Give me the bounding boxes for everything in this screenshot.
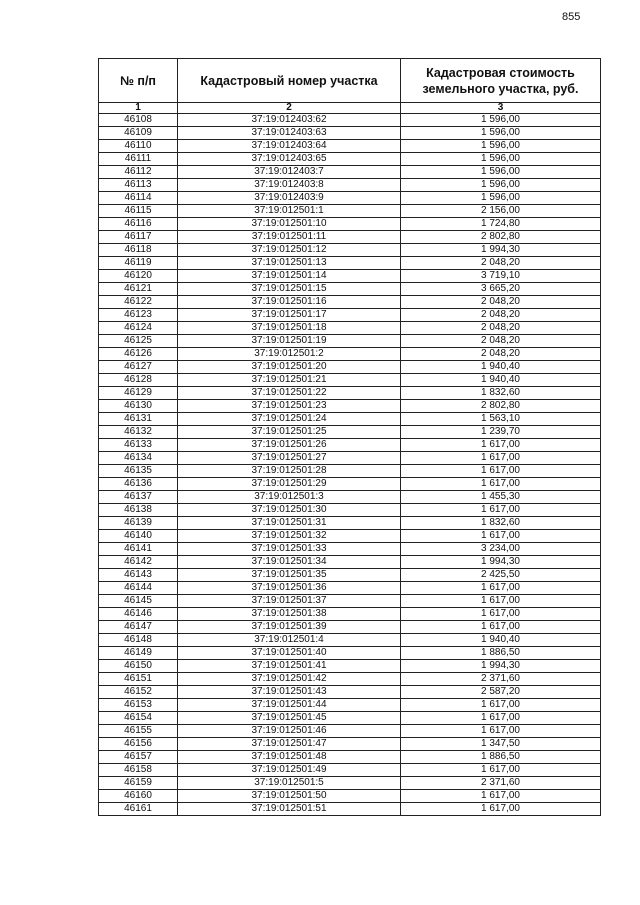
cadastral-number-cell: 37:19:012501:26 [178, 439, 401, 452]
cadastral-number-cell: 37:19:012501:33 [178, 543, 401, 556]
row-number-cell: 46152 [99, 686, 178, 699]
row-number-cell: 46111 [99, 153, 178, 166]
row-number-cell: 46151 [99, 673, 178, 686]
cadastral-number-cell: 37:19:012501:10 [178, 218, 401, 231]
cadastral-number-cell: 37:19:012501:22 [178, 387, 401, 400]
row-number-cell: 46136 [99, 478, 178, 491]
cadastral-value-cell: 2 371,60 [401, 777, 601, 790]
row-number-cell: 46127 [99, 361, 178, 374]
header-cadastral-value: Кадастровая стоимость земельного участка, руб. [401, 59, 601, 103]
cadastral-number-cell: 37:19:012501:49 [178, 764, 401, 777]
cadastral-value-cell: 1 940,40 [401, 374, 601, 387]
cadastral-number-cell: 37:19:012501:46 [178, 725, 401, 738]
cadastral-value-cell: 1 617,00 [401, 621, 601, 634]
column-index-1: 1 [99, 103, 178, 114]
row-number-cell: 46154 [99, 712, 178, 725]
table-row [99, 647, 601, 660]
table-row [99, 686, 601, 699]
row-number-cell: 46133 [99, 439, 178, 452]
cadastral-value-cell: 2 425,50 [401, 569, 601, 582]
cadastral-value-cell: 2 048,20 [401, 322, 601, 335]
row-number-cell: 46134 [99, 452, 178, 465]
cadastral-value-cell: 2 156,00 [401, 205, 601, 218]
cadastral-value-cell: 2 587,20 [401, 686, 601, 699]
table-row [99, 153, 601, 166]
row-number-cell: 46141 [99, 543, 178, 556]
table-row [99, 777, 601, 790]
cadastral-number-cell: 37:19:012501:50 [178, 790, 401, 803]
cadastral-number-cell: 37:19:012403:63 [178, 127, 401, 140]
column-index-3: 3 [401, 103, 601, 114]
column-index-row-group [99, 103, 601, 114]
cadastral-value-cell: 1 886,50 [401, 751, 601, 764]
table-row [99, 465, 601, 478]
column-index-2: 2 [178, 103, 401, 114]
cadastral-value-cell: 1 563,10 [401, 413, 601, 426]
row-number-cell: 46138 [99, 504, 178, 517]
row-number-cell: 46139 [99, 517, 178, 530]
row-number-cell: 46131 [99, 413, 178, 426]
table-row [99, 699, 601, 712]
cadastral-number-cell: 37:19:012403:65 [178, 153, 401, 166]
row-number-cell: 46118 [99, 244, 178, 257]
cadastral-value-cell: 1 596,00 [401, 192, 601, 205]
row-number-cell: 46153 [99, 699, 178, 712]
table-row [99, 530, 601, 543]
row-number-cell: 46156 [99, 738, 178, 751]
table-row [99, 400, 601, 413]
row-number-cell: 46145 [99, 595, 178, 608]
cadastral-value-cell: 2 048,20 [401, 348, 601, 361]
row-number-cell: 46130 [99, 400, 178, 413]
row-number-cell: 46124 [99, 322, 178, 335]
table-row [99, 283, 601, 296]
cadastral-number-cell: 37:19:012403:9 [178, 192, 401, 205]
row-number-cell: 46116 [99, 218, 178, 231]
cadastral-number-cell: 37:19:012501:42 [178, 673, 401, 686]
cadastral-value-cell: 1 596,00 [401, 140, 601, 153]
cadastral-value-cell: 1 617,00 [401, 582, 601, 595]
row-number-cell: 46121 [99, 283, 178, 296]
cadastral-number-cell: 37:19:012501:19 [178, 335, 401, 348]
row-number-cell: 46137 [99, 491, 178, 504]
cadastral-value-cell: 1 455,30 [401, 491, 601, 504]
table-row [99, 504, 601, 517]
cadastral-value-cell: 1 617,00 [401, 530, 601, 543]
cadastral-number-cell: 37:19:012501:34 [178, 556, 401, 569]
cadastral-number-cell: 37:19:012501:45 [178, 712, 401, 725]
cadastral-number-cell: 37:19:012501:48 [178, 751, 401, 764]
table-row [99, 569, 601, 582]
table-row [99, 322, 601, 335]
cadastral-number-cell: 37:19:012501:27 [178, 452, 401, 465]
cadastral-number-cell: 37:19:012403:64 [178, 140, 401, 153]
cadastral-value-cell: 2 048,20 [401, 257, 601, 270]
cadastral-value-cell: 3 665,20 [401, 283, 601, 296]
cadastral-number-cell: 37:19:012501:11 [178, 231, 401, 244]
header-row-number: № п/п [99, 59, 178, 103]
cadastral-number-cell: 37:19:012501:1 [178, 205, 401, 218]
table-row [99, 790, 601, 803]
cadastral-value-cell: 1 994,30 [401, 244, 601, 257]
table-row [99, 218, 601, 231]
page-number: 855 [562, 11, 581, 23]
table-row [99, 361, 601, 374]
table-row [99, 595, 601, 608]
cadastral-value-cell: 1 617,00 [401, 595, 601, 608]
cadastral-number-cell: 37:19:012501:2 [178, 348, 401, 361]
row-number-cell: 46157 [99, 751, 178, 764]
row-number-cell: 46148 [99, 634, 178, 647]
table-row [99, 426, 601, 439]
cadastral-number-cell: 37:19:012501:17 [178, 309, 401, 322]
table-row [99, 140, 601, 153]
cadastral-number-cell: 37:19:012501:12 [178, 244, 401, 257]
cadastral-value-cell: 2 048,20 [401, 335, 601, 348]
table-body [99, 114, 601, 816]
table-row [99, 439, 601, 452]
cadastral-value-cell: 1 617,00 [401, 439, 601, 452]
row-number-cell: 46142 [99, 556, 178, 569]
cadastral-number-cell: 37:19:012501:39 [178, 621, 401, 634]
cadastral-number-cell: 37:19:012501:35 [178, 569, 401, 582]
row-number-cell: 46123 [99, 309, 178, 322]
cadastral-number-cell: 37:19:012501:16 [178, 296, 401, 309]
cadastral-number-cell: 37:19:012403:8 [178, 179, 401, 192]
cadastral-value-cell: 1 617,00 [401, 465, 601, 478]
cadastral-value-cell: 1 596,00 [401, 127, 601, 140]
cadastral-value-cell: 1 617,00 [401, 478, 601, 491]
cadastral-number-cell: 37:19:012403:62 [178, 114, 401, 127]
cadastral-value-cell: 1 832,60 [401, 517, 601, 530]
table-row [99, 205, 601, 218]
row-number-cell: 46120 [99, 270, 178, 283]
cadastral-number-cell: 37:19:012501:24 [178, 413, 401, 426]
cadastral-value-cell: 1 596,00 [401, 153, 601, 166]
cadastral-number-cell: 37:19:012501:30 [178, 504, 401, 517]
table-row [99, 764, 601, 777]
cadastral-value-cell: 1 347,50 [401, 738, 601, 751]
table-row [99, 673, 601, 686]
cadastral-number-cell: 37:19:012501:15 [178, 283, 401, 296]
row-number-cell: 46126 [99, 348, 178, 361]
cadastral-value-cell: 1 596,00 [401, 114, 601, 127]
cadastral-number-cell: 37:19:012501:4 [178, 634, 401, 647]
cadastral-value-cell: 1 617,00 [401, 504, 601, 517]
table-row [99, 114, 601, 127]
cadastral-value-cell: 1 994,30 [401, 660, 601, 673]
cadastral-value-cell: 1 596,00 [401, 166, 601, 179]
cadastral-number-cell: 37:19:012501:38 [178, 608, 401, 621]
row-number-cell: 46160 [99, 790, 178, 803]
table-row [99, 660, 601, 673]
row-number-cell: 46140 [99, 530, 178, 543]
cadastral-number-cell: 37:19:012501:5 [178, 777, 401, 790]
cadastral-value-cell: 2 802,80 [401, 400, 601, 413]
cadastral-number-cell: 37:19:012501:20 [178, 361, 401, 374]
cadastral-value-cell: 2 048,20 [401, 309, 601, 322]
table-row [99, 751, 601, 764]
cadastral-number-cell: 37:19:012501:23 [178, 400, 401, 413]
table-row [99, 387, 601, 400]
table-row [99, 335, 601, 348]
cadastral-number-cell: 37:19:012501:41 [178, 660, 401, 673]
table-row [99, 491, 601, 504]
cadastral-value-cell: 1 617,00 [401, 790, 601, 803]
row-number-cell: 46135 [99, 465, 178, 478]
row-number-cell: 46129 [99, 387, 178, 400]
row-number-cell: 46122 [99, 296, 178, 309]
cadastral-number-cell: 37:19:012501:18 [178, 322, 401, 335]
table-row [99, 478, 601, 491]
cadastral-value-cell: 3 234,00 [401, 543, 601, 556]
cadastral-value-cell: 1 940,40 [401, 361, 601, 374]
row-number-cell: 46143 [99, 569, 178, 582]
cadastral-value-cell: 1 940,40 [401, 634, 601, 647]
cadastral-value-cell: 1 617,00 [401, 764, 601, 777]
row-number-cell: 46128 [99, 374, 178, 387]
row-number-cell: 46147 [99, 621, 178, 634]
row-number-cell: 46108 [99, 114, 178, 127]
table-row [99, 127, 601, 140]
cadastral-number-cell: 37:19:012403:7 [178, 166, 401, 179]
cadastral-value-cell: 1 617,00 [401, 699, 601, 712]
table-row [99, 179, 601, 192]
cadastral-number-cell: 37:19:012501:21 [178, 374, 401, 387]
table-row [99, 309, 601, 322]
cadastral-number-cell: 37:19:012501:37 [178, 595, 401, 608]
row-number-cell: 46150 [99, 660, 178, 673]
table-row [99, 374, 601, 387]
table-row [99, 634, 601, 647]
table-row [99, 517, 601, 530]
cadastral-number-cell: 37:19:012501:14 [178, 270, 401, 283]
row-number-cell: 46161 [99, 803, 178, 816]
row-number-cell: 46119 [99, 257, 178, 270]
cadastral-number-cell: 37:19:012501:3 [178, 491, 401, 504]
cadastral-number-cell: 37:19:012501:40 [178, 647, 401, 660]
cadastral-number-cell: 37:19:012501:51 [178, 803, 401, 816]
table-row [99, 192, 601, 205]
table-row [99, 725, 601, 738]
cadastral-value-cell: 1 724,80 [401, 218, 601, 231]
cadastral-number-cell: 37:19:012501:25 [178, 426, 401, 439]
table-row [99, 712, 601, 725]
table-row [99, 231, 601, 244]
row-number-cell: 46149 [99, 647, 178, 660]
cadastral-value-cell: 3 719,10 [401, 270, 601, 283]
row-number-cell: 46125 [99, 335, 178, 348]
cadastral-number-cell: 37:19:012501:28 [178, 465, 401, 478]
table-row [99, 296, 601, 309]
row-number-cell: 46158 [99, 764, 178, 777]
cadastral-value-cell: 2 048,20 [401, 296, 601, 309]
table-row [99, 244, 601, 257]
table-row [99, 543, 601, 556]
cadastral-number-cell: 37:19:012501:47 [178, 738, 401, 751]
row-number-cell: 46110 [99, 140, 178, 153]
row-number-cell: 46146 [99, 608, 178, 621]
table-row [99, 738, 601, 751]
cadastral-value-cell: 1 617,00 [401, 803, 601, 816]
table-row [99, 803, 601, 816]
row-number-cell: 46115 [99, 205, 178, 218]
table-row [99, 270, 601, 283]
row-number-cell: 46114 [99, 192, 178, 205]
table-row [99, 608, 601, 621]
cadastral-value-cell: 1 617,00 [401, 452, 601, 465]
column-index-row [99, 103, 601, 114]
row-number-cell: 46112 [99, 166, 178, 179]
cadastral-value-cell: 2 371,60 [401, 673, 601, 686]
table-row [99, 413, 601, 426]
cadastral-table-container [98, 58, 600, 816]
row-number-cell: 46109 [99, 127, 178, 140]
cadastral-value-cell: 1 994,30 [401, 556, 601, 569]
header-cadastral-number: Кадастровый номер участка [178, 59, 401, 103]
table-row [99, 257, 601, 270]
cadastral-value-cell: 2 802,80 [401, 231, 601, 244]
cadastral-number-cell: 37:19:012501:43 [178, 686, 401, 699]
cadastral-number-cell: 37:19:012501:29 [178, 478, 401, 491]
row-number-cell: 46159 [99, 777, 178, 790]
table-header [99, 59, 601, 103]
row-number-cell: 46117 [99, 231, 178, 244]
table-row [99, 348, 601, 361]
table-row [99, 166, 601, 179]
row-number-cell: 46155 [99, 725, 178, 738]
cadastral-number-cell: 37:19:012501:32 [178, 530, 401, 543]
table-row [99, 582, 601, 595]
table-row [99, 621, 601, 634]
table-row [99, 452, 601, 465]
cadastral-value-cell: 1 596,00 [401, 179, 601, 192]
table-row [99, 556, 601, 569]
cadastral-value-cell: 1 617,00 [401, 725, 601, 738]
cadastral-value-table [98, 58, 601, 816]
cadastral-value-cell: 1 886,50 [401, 647, 601, 660]
cadastral-value-cell: 1 617,00 [401, 608, 601, 621]
cadastral-value-cell: 1 832,60 [401, 387, 601, 400]
cadastral-number-cell: 37:19:012501:44 [178, 699, 401, 712]
cadastral-value-cell: 1 239,70 [401, 426, 601, 439]
row-number-cell: 46144 [99, 582, 178, 595]
row-number-cell: 46113 [99, 179, 178, 192]
cadastral-value-cell: 1 617,00 [401, 712, 601, 725]
cadastral-number-cell: 37:19:012501:13 [178, 257, 401, 270]
cadastral-number-cell: 37:19:012501:31 [178, 517, 401, 530]
cadastral-number-cell: 37:19:012501:36 [178, 582, 401, 595]
row-number-cell: 46132 [99, 426, 178, 439]
